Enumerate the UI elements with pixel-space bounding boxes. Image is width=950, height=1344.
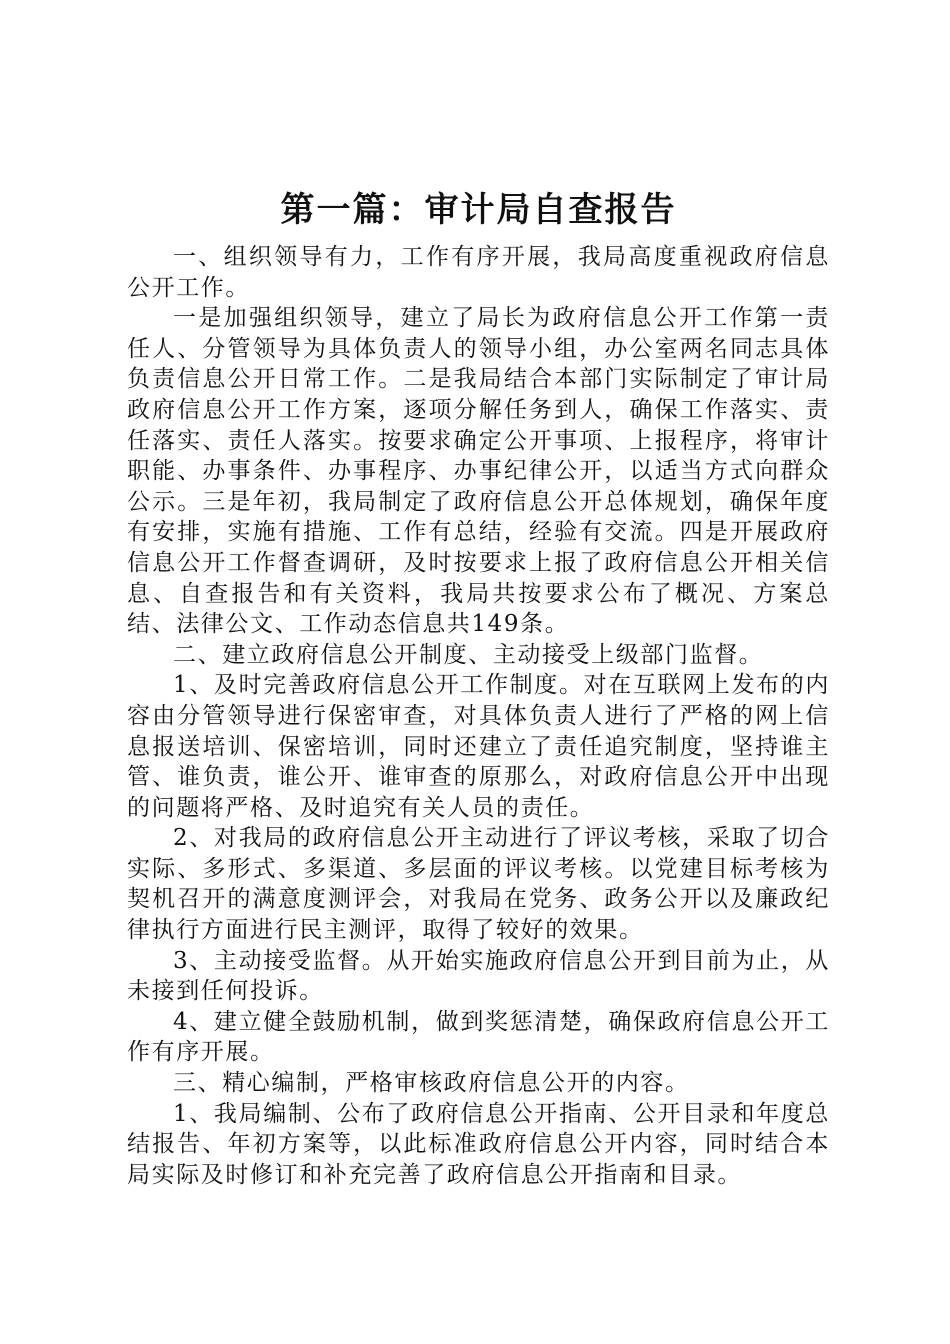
paragraph: 三、精心编制，严格审核政府信息公开的内容。 bbox=[173, 1070, 690, 1097]
document-body bbox=[127, 242, 830, 1190]
paragraph: 一是加强组织领导，建立了局长为政府信息公开工作第一责任人、分管领导为具体负责人的领导小组，办公室两名同志具体负责信息公开日常工作。二是我局结合本部门实际制定了审计局政府信息公开工作方案，逐项分解任务到人，确保工作落实、责任落实、责任人落实。按要求确定公开事项、上报程序，将审计职能、办事条件、办事程序、办事纪律公开，以适当方式向群众公示。三是年初，我局制定了政府信息公开总体规划，确保年度有安排，实施有措施、工作有总结，经验有交流。四是开展政府信息公开工作督查调研，及时按要求上报了政府信息公开相关信息、自查报告和有关资料，我局共按要求公布了概况、方案总结、法律公文、工作动态信息共149条。 bbox=[127, 305, 830, 638]
paragraph: 1、及时完善政府信息公开工作制度。对在互联网上发布的内容由分管领导进行保密审查，对具体负责人进行了严格的网上信息报送培训、保密培训，同时还建立了责任追究制度，坚持谁主管、谁负责，谁公开、谁审查的原那么，对政府信息公开中出现的问题将严格、及时追究有关人员的责任。 bbox=[127, 672, 830, 821]
paragraph: 3、主动接受监督。从开始实施政府信息公开到目前为止，从未接到任何投诉。 bbox=[127, 947, 830, 1005]
paragraph: 二、建立政府信息公开制度、主动接受上级部门监督。 bbox=[173, 641, 764, 668]
paragraph: 一、组织领导有力，工作有序开展，我局高度重视政府信息公开工作。 bbox=[127, 244, 830, 301]
paragraph: 4、建立健全鼓励机制，做到奖惩清楚，确保政府信息公开工作有序开展。 bbox=[127, 1008, 830, 1066]
document-title: 第一篇：审计局自查报告 bbox=[280, 190, 677, 230]
paragraph: 2、对我局的政府信息公开主动进行了评议考核，采取了切合实际、多形式、多渠道、多层面的评议考核。以党建目标考核为契机召开的满意度测评会，对我局在党务、政务公开以及廉政纪律执行方面进行民主测评，取得了较好的效果。 bbox=[127, 825, 830, 944]
paragraph: 1、我局编制、公布了政府信息公开指南、公开目录和年度总结报告、年初方案等，以此标准政府信息公开内容，同时结合本局实际及时修订和补充完善了政府信息公开指南和目录。 bbox=[127, 1100, 830, 1188]
